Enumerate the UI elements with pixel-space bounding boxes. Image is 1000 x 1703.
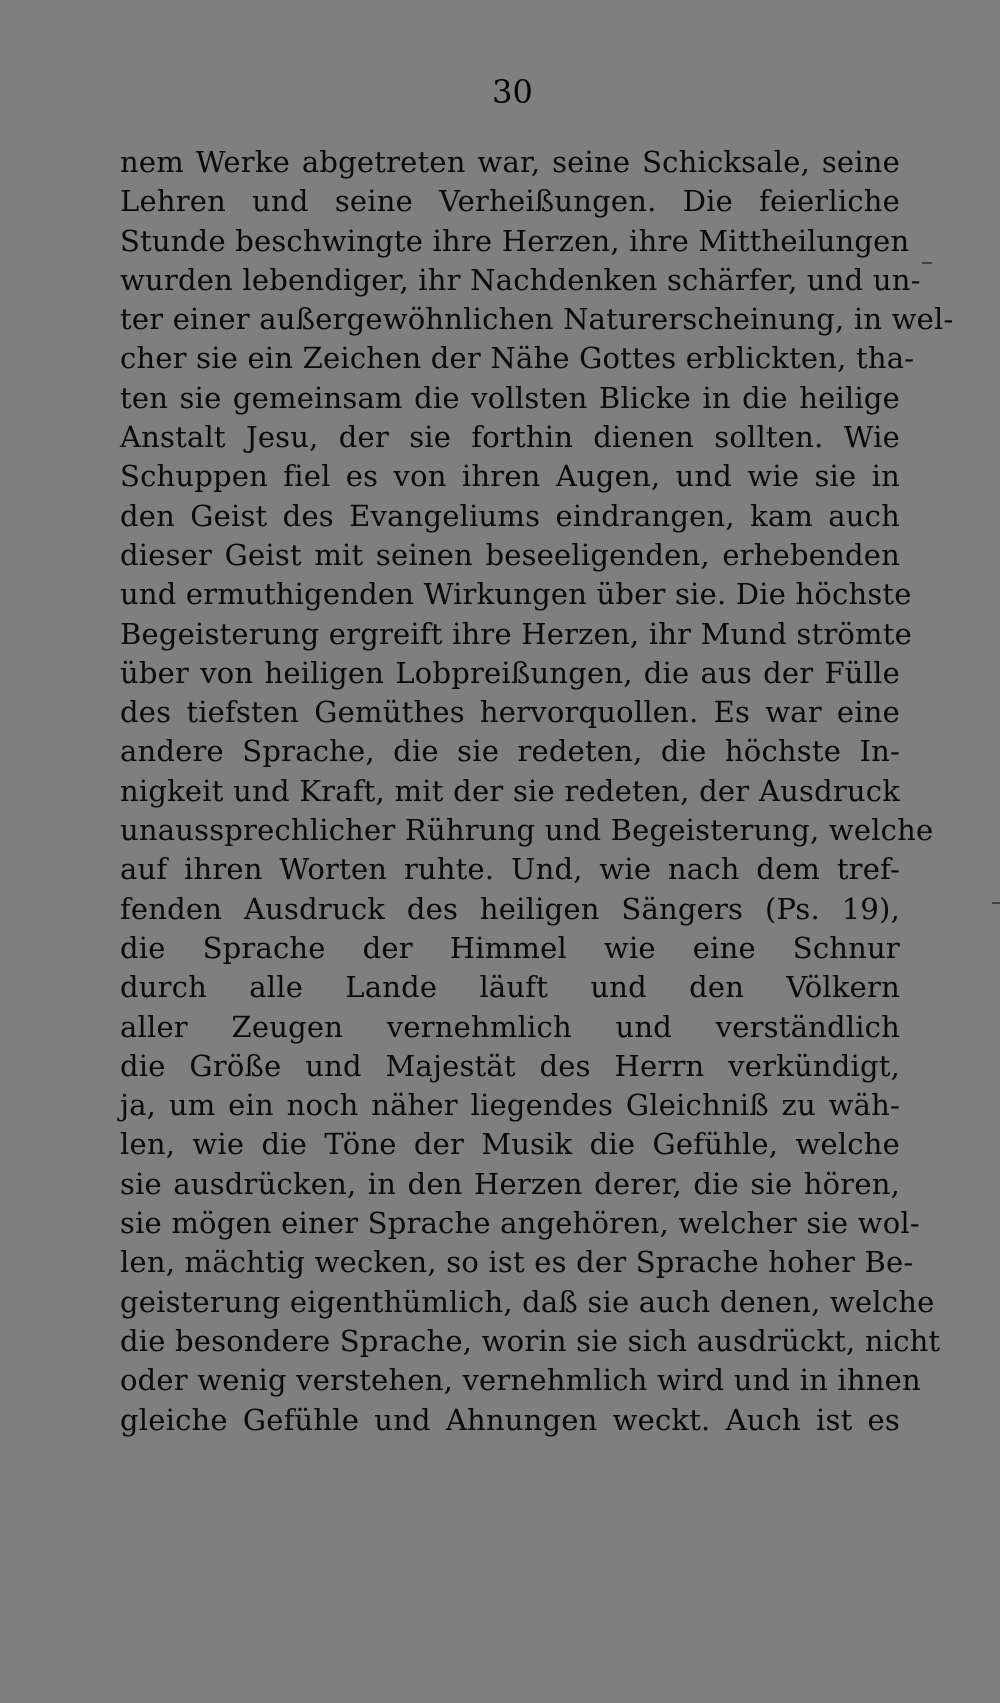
text-line: Begeisterung ergreift ihre Herzen, ihr Mund strömte (120, 616, 912, 651)
body-text (120, 143, 954, 1440)
text-line: die besondere Sprache, worin sie sich ausdrückt, nicht (120, 1323, 941, 1358)
text-line: fenden Ausdruck des heiligen Sängers (Ps. 19), (120, 891, 900, 926)
scan-speck (922, 262, 932, 264)
text-line: len, mächtig wecken, so ist es der Sprache hoher Be- (120, 1245, 914, 1280)
text-line: ten sie gemeinsam die vollsten Blicke in die heilige (120, 380, 900, 415)
text-line: Schuppen fiel es von ihren Augen, und wie sie in (120, 459, 900, 494)
text-line: nem Werke abgetreten war, seine Schicksale, seine (120, 145, 900, 179)
text-line: oder wenig verstehen, vernehmlich wird und in ihnen (120, 1363, 921, 1398)
text-line: sie mögen einer Sprache angehören, welcher sie wol- (120, 1206, 920, 1241)
text-line: Lehren und seine Verheißungen. Die feierliche (120, 184, 900, 219)
text-line: andere Sprache, die sie redeten, die höchste In- (120, 734, 900, 769)
text-line: und ermuthigenden Wirkungen über sie. Die höchste (120, 577, 912, 612)
text-line: unaussprechlicher Rührung und Begeisterung, welche (120, 813, 934, 848)
text-line: aller Zeugen vernehmlich und verständlich (120, 1009, 900, 1044)
text-line: sie ausdrücken, in den Herzen derer, die sie hören, (120, 1166, 900, 1201)
text-line: nigkeit und Kraft, mit der sie redeten, der Ausdruck (120, 773, 900, 808)
text-line: cher sie ein Zeichen der Nähe Gottes erblickten, tha- (120, 341, 915, 376)
text-line: ja, um ein noch näher liegendes Gleichniß zu wäh- (120, 1088, 900, 1123)
text-line: des tiefsten Gemüthes hervorquollen. Es war eine (120, 695, 900, 730)
text-line: den Geist des Evangeliums eindrangen, kam auch (120, 498, 900, 533)
scan-speck (992, 902, 1000, 904)
text-line: gleiche Gefühle und Ahnungen weckt. Auch ist es (120, 1402, 900, 1437)
text-line: wurden lebendiger, ihr Nachdenken schärfer, und un- (120, 262, 921, 297)
text-line: über von heiligen Lobpreißungen, die aus der Fülle (120, 655, 900, 690)
text-line: Stunde beschwingte ihre Herzen, ihre Mittheilungen (120, 223, 910, 258)
text-line: Anstalt Jesu, der sie forthin dienen sollten. Wie (120, 420, 900, 455)
text-line: len, wie die Töne der Musik die Gefühle, welche (120, 1127, 900, 1162)
text-line: auf ihren Worten ruhte. Und, wie nach dem tref- (120, 852, 900, 887)
text-line: durch alle Lande läuft und den Völkern (120, 970, 900, 1005)
text-line: dieser Geist mit seinen beseeligenden, erhebenden (120, 537, 900, 572)
text-line: geisterung eigenthümlich, daß sie auch denen, welche (120, 1284, 935, 1319)
text-line: ter einer außergewöhnlichen Naturerscheinung, in wel- (120, 302, 954, 337)
page-number: 30 (492, 73, 533, 111)
text-line: die Größe und Majestät des Herrn verkündigt, (120, 1048, 900, 1083)
text-line: die Sprache der Himmel wie eine Schnur (120, 930, 900, 965)
